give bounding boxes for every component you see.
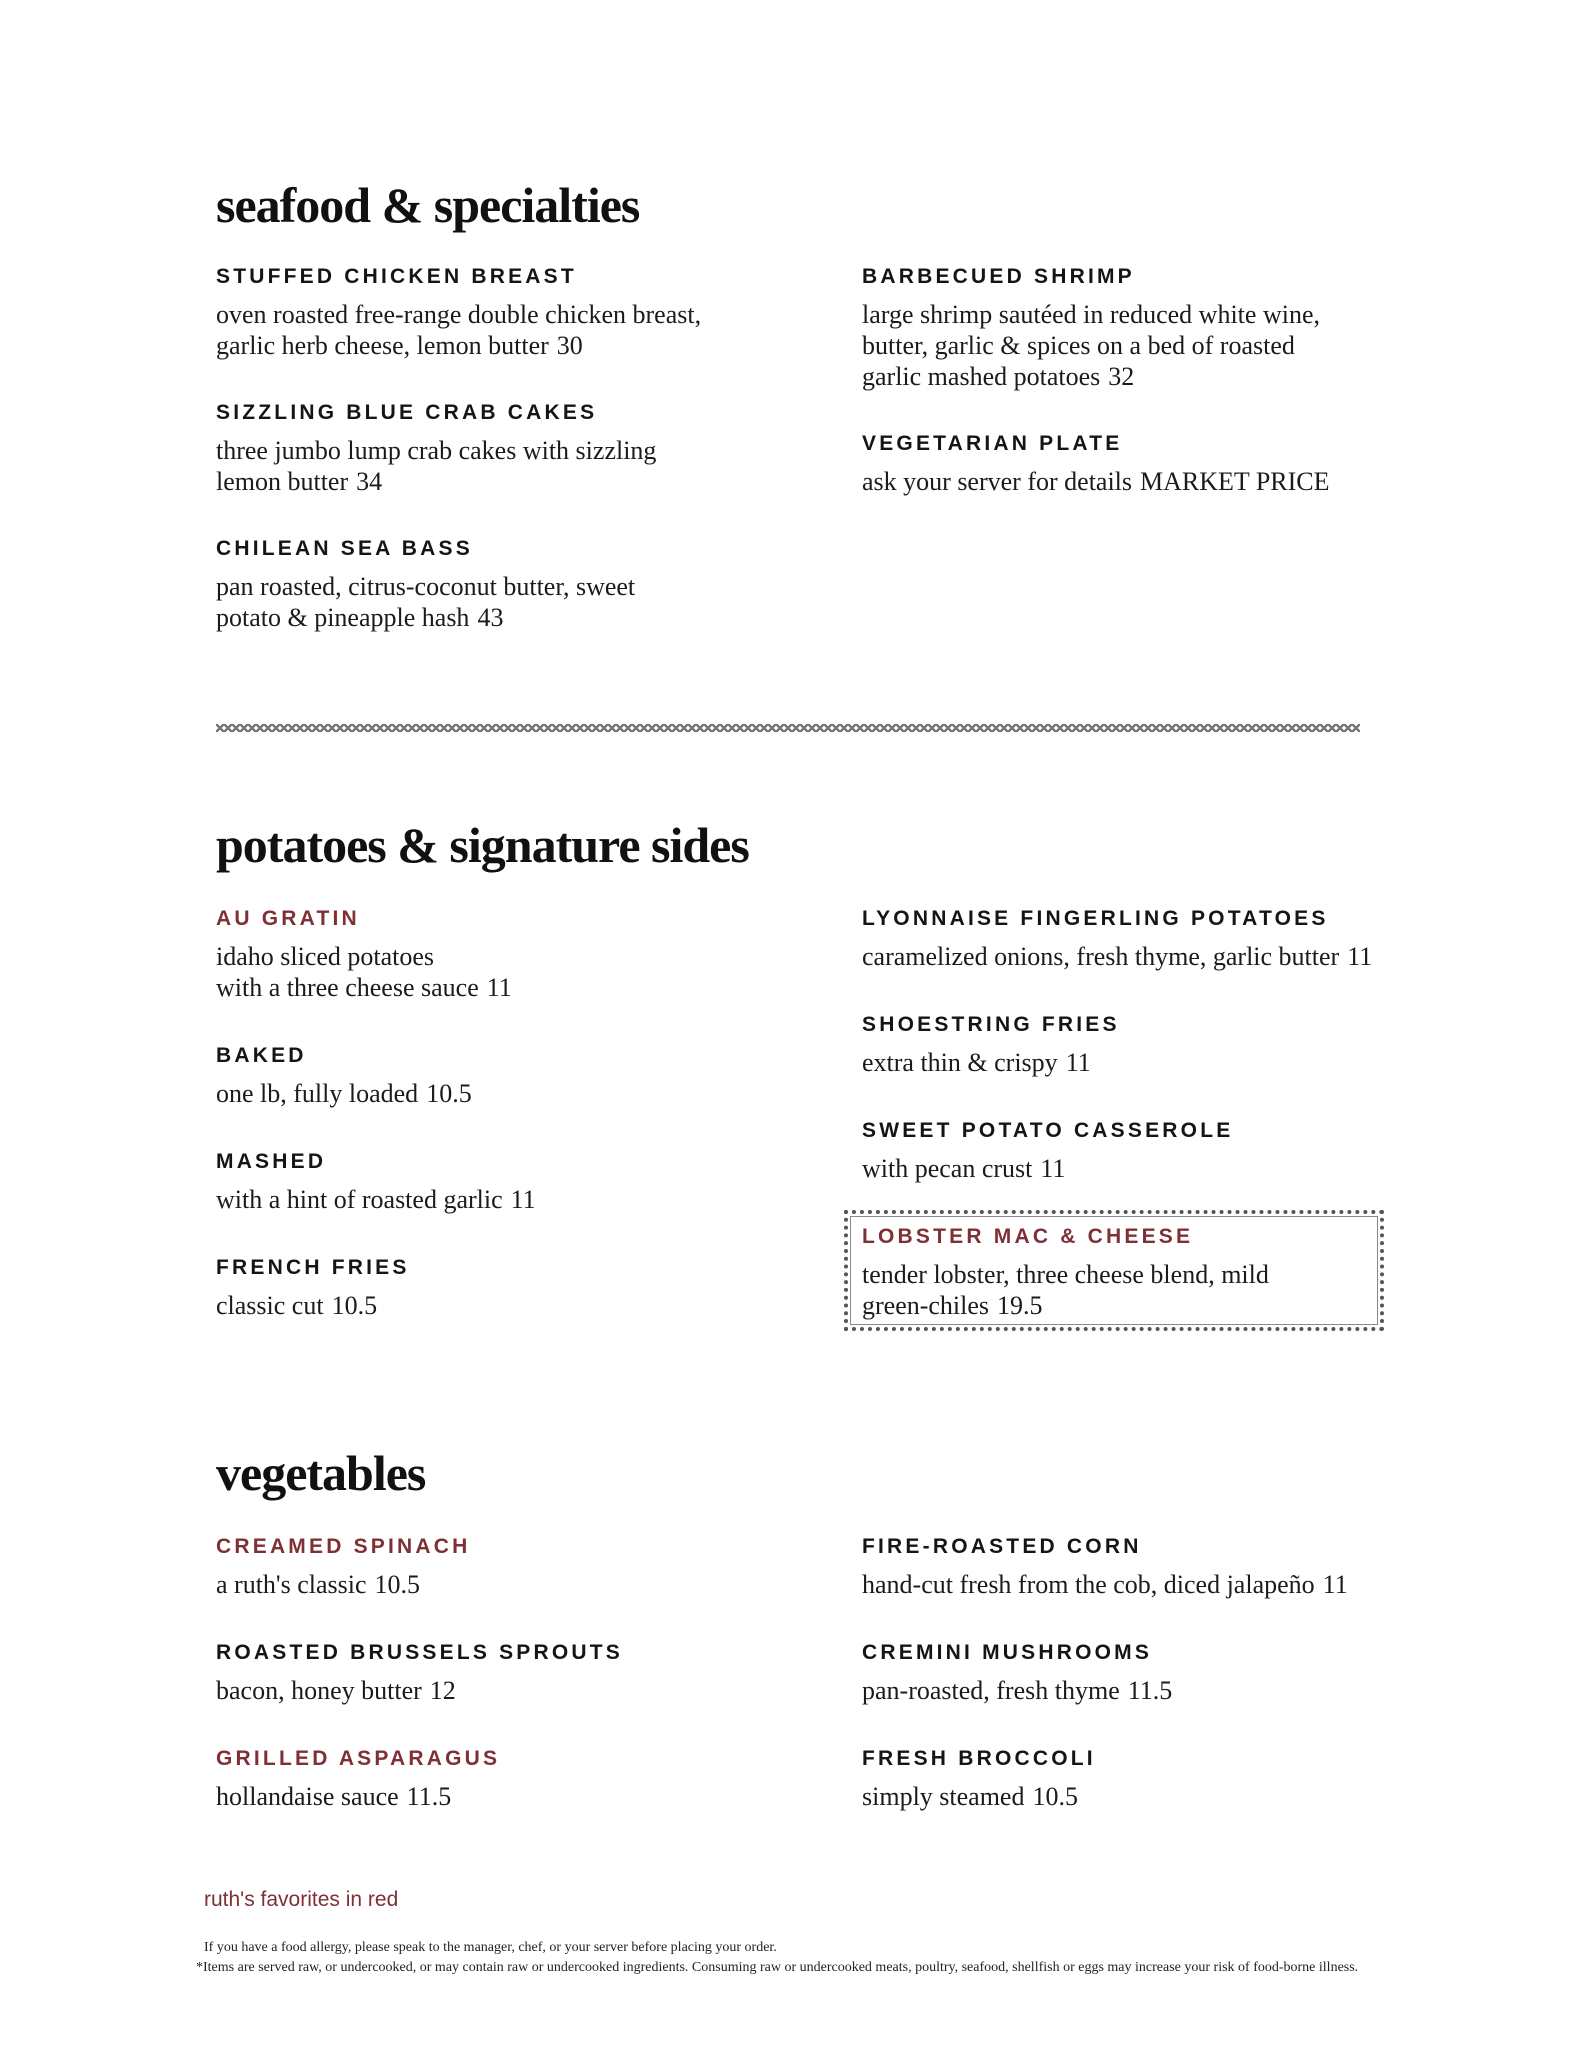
item-description: idaho sliced potatoes with a three cheese sauce 11 [216, 942, 512, 1002]
item-name: FRESH BROCCOLI [862, 1747, 1096, 1770]
item-description: large shrimp sautéed in reduced white wine, butter, garlic & spices on a bed of roasted garlic mashed potatoes 32 [862, 300, 1320, 391]
item-description: extra thin & crispy 11 [862, 1048, 1091, 1077]
item-description: a ruth's classic 10.5 [216, 1570, 421, 1599]
item-name: LOBSTER MAC & CHEESE [862, 1225, 1194, 1248]
item-price: 19.5 [997, 1291, 1043, 1320]
item-price: 10.5 [426, 1079, 472, 1108]
favorites-legend: ruth's favorites in red [204, 1888, 399, 1911]
item-description: one lb, fully loaded 10.5 [216, 1079, 472, 1108]
item-name: ROASTED BRUSSELS SPROUTS [216, 1641, 624, 1664]
item-name: MASHED [216, 1150, 327, 1173]
item-description: caramelized onions, fresh thyme, garlic butter 11 [862, 942, 1373, 971]
item-name: STUFFED CHICKEN BREAST [216, 265, 577, 288]
item-price: 43 [477, 603, 504, 632]
item-name: AU GRATIN [216, 907, 360, 930]
menu-item-vegetarian-plate [862, 431, 1330, 497]
item-price: 11 [1065, 1048, 1091, 1077]
item-description: oven roasted free-range double chicken breast, garlic herb cheese, lemon butter 30 [216, 300, 702, 360]
section-title-vegetables: vegetables [216, 1445, 426, 1501]
item-name: SIZZLING BLUE CRAB CAKES [216, 401, 598, 424]
item-price: 32 [1108, 362, 1135, 391]
item-description: pan-roasted, fresh thyme 11.5 [862, 1676, 1173, 1705]
item-price: 11 [486, 973, 512, 1002]
item-price: 30 [556, 331, 583, 360]
item-description: with a hint of roasted garlic 11 [216, 1185, 536, 1214]
item-name: CREAMED SPINACH [216, 1535, 471, 1558]
featured-item-frame [844, 1210, 1384, 1331]
item-name: VEGETARIAN PLATE [862, 432, 1123, 455]
item-description: classic cut 10.5 [216, 1291, 378, 1320]
item-price: MARKET PRICE [1140, 467, 1330, 496]
item-name: GRILLED ASPARAGUS [216, 1747, 501, 1770]
item-name: BARBECUED SHRIMP [862, 265, 1135, 288]
item-price: 11 [1040, 1154, 1066, 1183]
item-price: 10.5 [374, 1570, 421, 1599]
item-description: bacon, honey butter 12 [216, 1676, 456, 1705]
allergy-footnote: If you have a food allergy, please speak to the manager, chef, or your server before placing your order. [204, 1940, 777, 1955]
menu-item-fire-roasted-corn [862, 1534, 1348, 1600]
item-description: pan roasted, citrus-coconut butter, sweet potato & pineapple hash 43 [216, 572, 636, 632]
menu-item-french-fries [216, 1255, 410, 1321]
item-name: CHILEAN SEA BASS [216, 537, 473, 560]
raw-food-footnote: *Items are served raw, or undercooked, or may contain raw or undercooked ingredients. Consuming raw or undercooked meats, poultry, seafood, shellfish or eggs may increase your risk of food-borne illness. [196, 1960, 1359, 1975]
menu-item-cremini-mushrooms [862, 1640, 1172, 1706]
section-title-seafood: seafood & specialties [216, 177, 640, 233]
seafood-left-column [216, 264, 816, 632]
item-name: FRENCH FRIES [216, 1256, 410, 1279]
item-name: SHOESTRING FRIES [862, 1013, 1120, 1036]
item-description: hand-cut fresh from the cob, diced jalapeño 11 [862, 1570, 1348, 1599]
item-name: LYONNAISE FINGERLING POTATOES [862, 907, 1329, 930]
item-price: 12 [429, 1676, 456, 1705]
seafood-right-column [862, 264, 1422, 496]
item-price: 11 [1347, 942, 1373, 971]
menu-item-lyonnaise-fingerling-potatoes [862, 906, 1372, 972]
menu-item-chilean-sea-bass [216, 536, 635, 633]
section-title-potatoes: potatoes & signature sides [216, 817, 749, 873]
menu-item-sweet-potato-casserole [862, 1118, 1233, 1184]
item-price: 10.5 [331, 1291, 378, 1320]
menu-item-roasted-brussels-sprouts [216, 1640, 623, 1706]
menu-item-fresh-broccoli [862, 1746, 1096, 1812]
item-price: 10.5 [1032, 1782, 1078, 1811]
item-name: SWEET POTATO CASSEROLE [862, 1119, 1234, 1142]
item-description: ask your server for details MARKET PRICE [862, 467, 1330, 496]
item-name: FIRE-ROASTED CORN [862, 1535, 1142, 1558]
item-description: tender lobster, three cheese blend, mild green-chiles 19.5 [862, 1260, 1269, 1320]
item-price: 11.5 [1127, 1676, 1173, 1705]
footnotes [196, 1938, 1376, 1978]
item-name: CREMINI MUSHROOMS [862, 1641, 1153, 1664]
item-price: 11 [1322, 1570, 1348, 1599]
decorative-divider [216, 724, 1360, 732]
item-price: 34 [356, 467, 383, 496]
item-name: BAKED [216, 1044, 307, 1067]
menu-item-grilled-asparagus [216, 1746, 500, 1812]
menu-item-stuffed-chicken-breast [216, 264, 816, 361]
menu-item-au-gratin [216, 906, 512, 1003]
item-description: with pecan crust 11 [862, 1154, 1066, 1183]
item-description: hollandaise sauce 11.5 [216, 1782, 452, 1811]
menu-item-baked [216, 1043, 472, 1109]
item-price: 11.5 [406, 1782, 452, 1811]
item-price: 11 [510, 1185, 536, 1214]
menu-item-barbecued-shrimp [862, 264, 1422, 392]
menu-item-mashed [216, 1149, 536, 1215]
menu-item-creamed-spinach [216, 1534, 471, 1600]
item-description: three jumbo lump crab cakes with sizzling lemon butter 34 [216, 436, 657, 496]
item-description: simply steamed 10.5 [862, 1782, 1078, 1811]
menu-item-sizzling-blue-crab-cakes [216, 400, 656, 497]
menu-item-shoestring-fries [862, 1012, 1120, 1078]
